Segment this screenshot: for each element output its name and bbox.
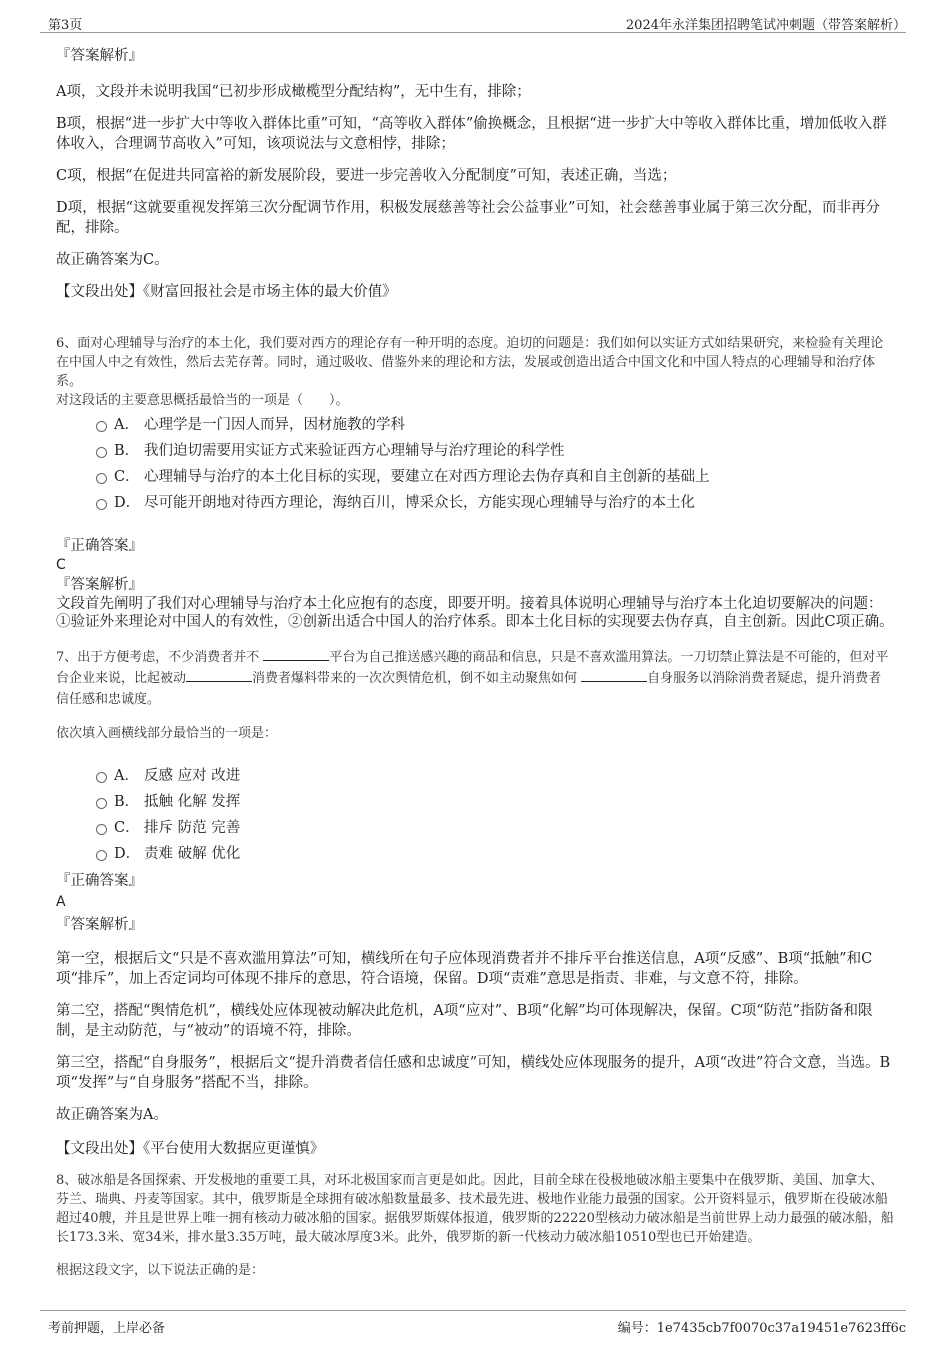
q7-prompt: 依次填入画横线部分最恰当的一项是： bbox=[56, 726, 278, 741]
q5-analysis-b: B项，根据“进一步扩大中等收入群体比重”可知，“高等收入群体”偷换概念，且根据“进一步扩大中等收入群体比重，增加低收入群体收入，合理调节高收入”可知，该项说法与文意相悖，排除； bbox=[56, 116, 887, 152]
q7-correct-heading: 『正确答案』 bbox=[56, 873, 143, 889]
q5-analysis-a: A项，文段并未说明我国“已初步形成橄榄型分配结构”，无中生有，排除； bbox=[56, 84, 531, 100]
radio-icon[interactable] bbox=[96, 824, 107, 835]
q6-correct-heading: 『正确答案』 bbox=[56, 538, 143, 554]
q5-conclusion: 故正确答案为C。 bbox=[56, 252, 169, 268]
q7-option-b[interactable]: B． 抵触 化解 发挥 bbox=[56, 789, 894, 815]
radio-icon[interactable] bbox=[96, 499, 107, 510]
q6-option-c[interactable]: C． 心理辅导与治疗的本土化目标的实现，要建立在对西方理论去伪存真和自主创新的基础上 bbox=[56, 464, 894, 490]
q5-analysis-d: D项，根据“这就要重视发挥第三次分配调节作用，积极发展慈善等社会公益事业”可知，社会慈善事业属于第三次分配，而非再分配，排除。 bbox=[56, 200, 880, 236]
radio-icon[interactable] bbox=[96, 772, 107, 783]
q7-source: 【文段出处】《平台使用大数据应更谨慎》 bbox=[56, 1141, 325, 1157]
page-number: 第3页 bbox=[48, 18, 83, 33]
q6-option-a[interactable]: A． 心理学是一门因人而异，因材施教的学科 bbox=[56, 412, 894, 438]
q5-analysis-c: C项，根据“在促进共同富裕的新发展阶段，要进一步完善收入分配制度”可知，表述正确，当选； bbox=[56, 168, 677, 184]
q8-stem: 8、破冰船是各国探索、开发极地的重要工具，对环北极国家而言更是如此。因此，目前全球在役极地破冰船主要集中在俄罗斯、美国、加拿大、芬兰、瑞典、丹麦等国家。其中，俄罗斯是全球拥有破冰船数量最多、技术最先进、极地作业能力最强的国家。公开资料显示，俄罗斯在役破冰船超过40艘，并且是世界上唯一拥有核动力破冰船的国家。据俄罗斯媒体报道，俄罗斯的22220型核动力破冰船是当前世界上动力最强的破冰船，船长173.3米、宽34米，排水量3.35万吨，最大破冰厚度3米。此外，俄罗斯的新一代核动力破冰船10510型也已开始建造。 bbox=[56, 1173, 894, 1245]
q7-option-a[interactable]: A． 反感 应对 改进 bbox=[56, 763, 894, 789]
q6-prompt: 对这段话的主要意思概括最恰当的一项是（ ）。 bbox=[56, 393, 349, 408]
q6-stem: 6、面对心理辅导与治疗的本土化，我们要对西方的理论存有一种开明的态度。迫切的问题是：我们如何以实证方式如结果研究，来检验有关理论在中国人中之有效性，然后去芜存菁。同时，通过吸收、借鉴外来的理论和方法，发展或创造出适合中国文化和中国人特点的心理辅导和治疗体系。 bbox=[56, 336, 884, 389]
q7-analysis-1: 第一空，根据后文“只是不喜欢滥用算法”可知，横线所在句子应体现消费者并不排斥平台推送信息，A项“反感”、B项“抵触”和C项“排斥”，加上否定词均可体现不排斥的意思，符合语境，保留。D项“责难”意思是指责、非难，与文意不符，排除。 bbox=[56, 951, 873, 987]
radio-icon[interactable] bbox=[96, 850, 107, 861]
q8-prompt: 根据这段文字，以下说法正确的是： bbox=[56, 1263, 265, 1278]
radio-icon[interactable] bbox=[96, 473, 107, 484]
q5-source: 【文段出处】《财富回报社会是市场主体的最大价值》 bbox=[56, 284, 397, 300]
page-content bbox=[56, 44, 894, 1280]
radio-icon[interactable] bbox=[96, 421, 107, 432]
q7-option-c[interactable]: C． 排斥 防范 完善 bbox=[56, 815, 894, 841]
page-header bbox=[40, 12, 906, 33]
radio-icon[interactable] bbox=[96, 447, 107, 458]
page-footer bbox=[40, 1310, 906, 1335]
q7-analysis-3: 第三空，搭配“自身服务”，根据后文“提升消费者信任感和忠诚度”可知，横线处应体现服务的提升，A项“改进”符合文意，当选。B项“发挥”与“自身服务”搭配不当，排除。 bbox=[56, 1055, 891, 1091]
q7-options bbox=[56, 763, 894, 867]
q7-analysis-2: 第二空，搭配“舆情危机”，横线处应体现被动解决此危机，A项“应对”、B项“化解”均可体现解决，保留。C项“防范”指防备和限制，是主动防范，与“被动”的语境不符，排除。 bbox=[56, 1003, 873, 1039]
q6-option-d[interactable]: D． 尽可能开朗地对待西方理论，海纳百川，博采众长，方能实现心理辅导与治疗的本土化 bbox=[56, 490, 894, 516]
q6-correct-answer: C bbox=[56, 557, 66, 573]
q7-stem: 7、出于方便考虑，不少消费者并不 平台为自己推送感兴趣的商品和信息，只是不喜欢滥用算法。一刀切禁止算法是不可能的，但对平台企业来说，比起被动 消费者爆料带来的一次次舆情危机，倒不如主动聚焦如何 自身服务以消除消费者疑虑，提升消费者信任感和忠诚度。 bbox=[56, 650, 889, 707]
blank-3 bbox=[581, 669, 647, 682]
blank-1 bbox=[263, 648, 329, 661]
document-id: 编号：1e7435cb7f0070c37a19451e7623ff6c bbox=[617, 1321, 906, 1336]
blank-2 bbox=[186, 669, 252, 682]
q7-conclusion: 故正确答案为A。 bbox=[56, 1107, 168, 1123]
q6-analysis: 文段首先阐明了我们对心理辅导与治疗本土化应抱有的态度，即要开明。接着具体说明心理辅导与治疗本土化迫切要解决的问题：①验证外来理论对中国人的有效性，②创新出适合中国人的治疗体系。即本土化目标的实现要去伪存真，自主创新。因此C项正确。 bbox=[56, 596, 894, 630]
radio-icon[interactable] bbox=[96, 798, 107, 809]
q5-analysis-heading: 『答案解析』 bbox=[56, 48, 143, 64]
footer-slogan: 考前押题，上岸必备 bbox=[48, 1321, 166, 1336]
q6-option-b[interactable]: B． 我们迫切需要用实证方式来验证西方心理辅导与治疗理论的科学性 bbox=[56, 438, 894, 464]
q6-options bbox=[56, 412, 894, 516]
q7-analysis-heading: 『答案解析』 bbox=[56, 917, 143, 933]
q7-correct-answer: A bbox=[56, 894, 66, 910]
document-title: 2024年永洋集团招聘笔试冲刺题（带答案解析） bbox=[625, 18, 906, 33]
q6-analysis-heading: 『答案解析』 bbox=[56, 577, 143, 593]
q7-option-d[interactable]: D． 责难 破解 优化 bbox=[56, 841, 894, 867]
